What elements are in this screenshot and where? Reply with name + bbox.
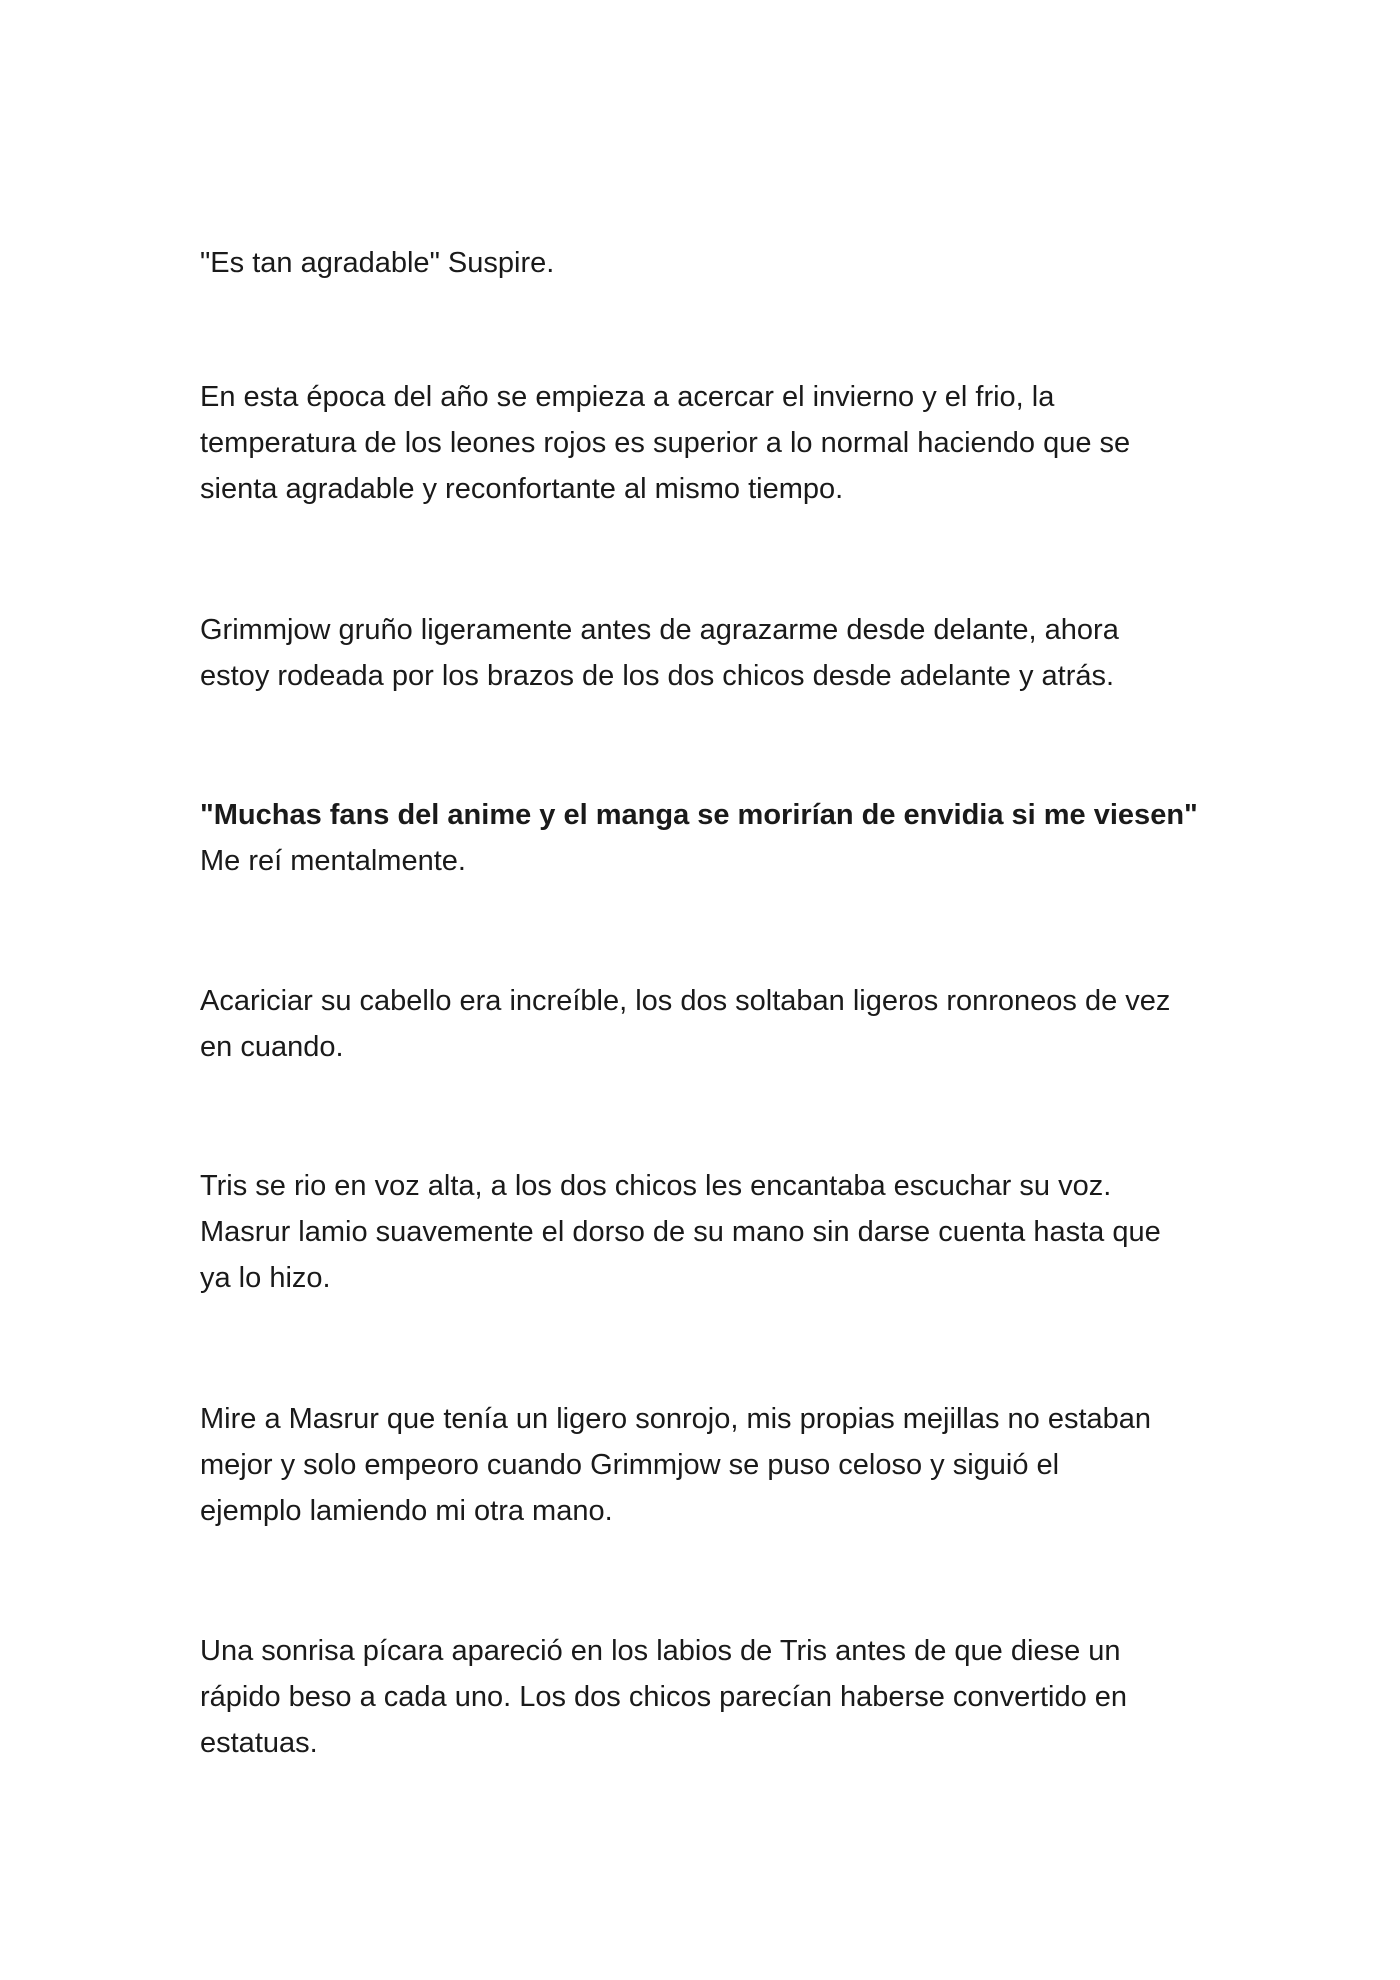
text-line: Me reí mentalmente. [200,845,466,877]
paragraph-6 [200,1163,1210,1301]
text-line: ejemplo lamiendo mi otra mano. [200,1495,613,1527]
text-line: Masrur lamio suavemente el dorso de su mano sin darse cuenta hasta que [200,1216,1161,1248]
paragraph-7 [200,1396,1210,1534]
paragraph-4 [200,792,1210,884]
paragraph-5 [200,978,1210,1070]
text-line: estatuas. [200,1727,318,1759]
text-line: "Es tan agradable" Suspire. [200,247,555,279]
text-line: Acariciar su cabello era increíble, los dos soltaban ligeros ronroneos de vez [200,985,1171,1017]
text-line: mejor y solo empeoro cuando Grimmjow se puso celoso y siguió el [200,1449,1060,1481]
text-line: En esta época del año se empieza a acercar el invierno y el frio, la [200,381,1055,413]
text-line: Tris se rio en voz alta, a los dos chicos les encantaba escuchar su voz. [200,1170,1112,1202]
text-line: rápido beso a cada uno. Los dos chicos parecían haberse convertido en [200,1681,1128,1713]
paragraph-2 [200,374,1210,512]
text-line: Mire a Masrur que tenía un ligero sonrojo, mis propias mejillas no estaban [200,1403,1152,1435]
paragraph-1 [200,240,1210,286]
paragraph-3 [200,607,1210,699]
text-line: sienta agradable y reconfortante al mismo tiempo. [200,473,844,505]
text-line: Grimmjow gruño ligeramente antes de agrazarme desde delante, ahora [200,614,1119,646]
text-line: estoy rodeada por los brazos de los dos chicos desde adelante y atrás. [200,660,1115,692]
text-line: ya lo hizo. [200,1262,331,1294]
paragraph-8 [200,1628,1210,1766]
text-line: temperatura de los leones rojos es superior a lo normal haciendo que se [200,427,1131,459]
text-line: en cuando. [200,1031,344,1063]
bold-quote-line: "Muchas fans del anime y el manga se morirían de envidia si me viesen" [200,799,1198,831]
text-line: Una sonrisa pícara apareció en los labios de Tris antes de que diese un [200,1635,1121,1667]
